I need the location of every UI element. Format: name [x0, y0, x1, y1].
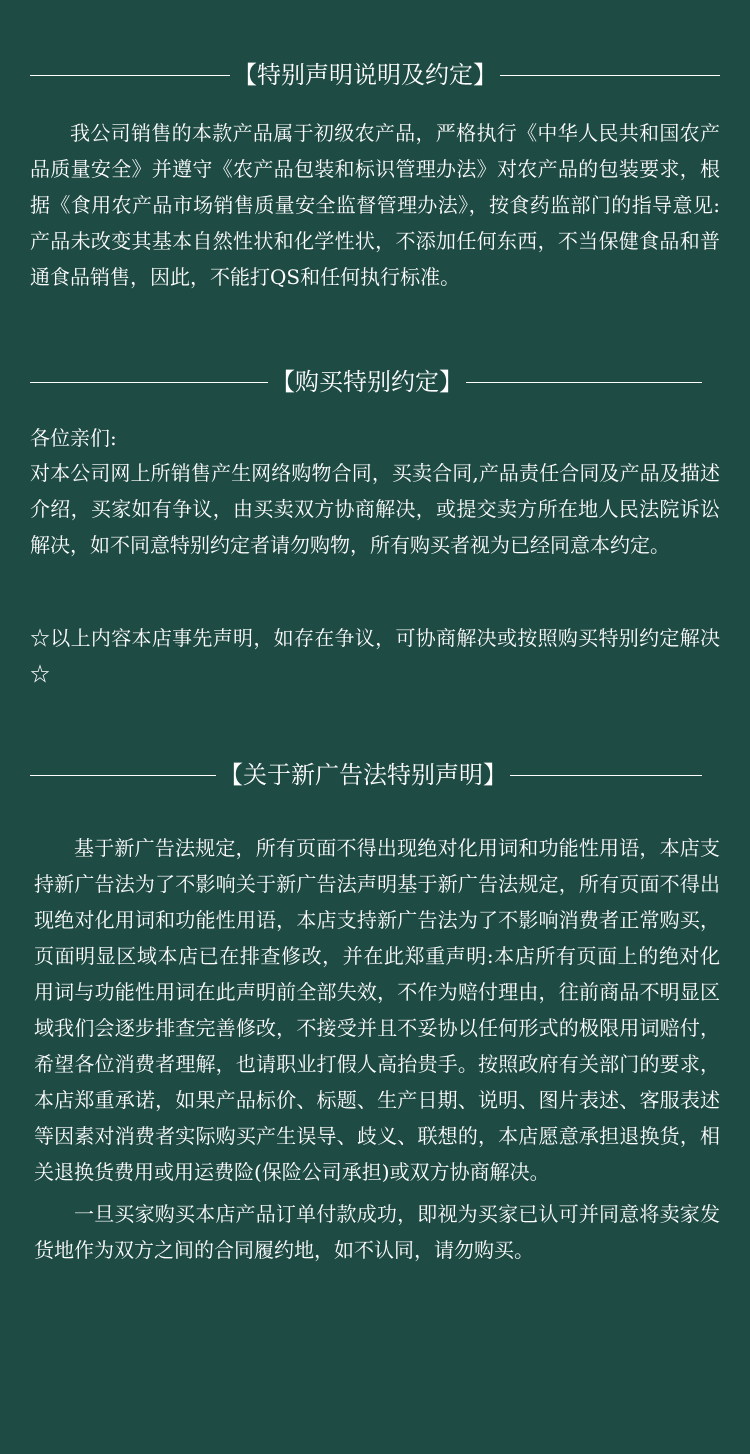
- section2-greeting: 各位亲们:: [30, 426, 117, 450]
- section2-paragraph: 对本公司网上所销售产生网络购物合同，买卖合同,产品责任合同及产品及描述介绍，买家如有争议，由买卖双方协商解决，或提交卖方所在地人民法院诉讼解决，如不同意特别约定者请勿购物，所有购买者视为已经同意本约定。: [30, 461, 720, 557]
- divider-line-right: [466, 382, 702, 383]
- divider-line-left: [30, 75, 230, 76]
- section1-paragraph: 我公司销售的本款产品属于初级农产品，严格执行《中华人民共和国农产品质量安全》并遵守《农产品包装和标识管理办法》对农产品的包装要求，根据《食用农产品市场销售质量安全监督管理办法》，按食药监部门的指导意见:产品未改变其基本自然性状和化学性状，不添加任何东西，不当保健食品和普通食品销售，因此，不能打QS和任何执行标准。: [30, 121, 720, 289]
- section1-title: 【特别声明说明及约定】: [233, 61, 497, 89]
- divider-line-right: [510, 775, 702, 776]
- section3-paragraph-2: 一旦买家购买本店产品订单付款成功，即视为买家已认可并同意将卖家发货地作为双方之间的合同履约地，如不认同，请勿购买。: [34, 1202, 720, 1262]
- divider-line-left: [30, 775, 216, 776]
- section3-paragraph-1: 基于新广告法规定，所有页面不得出现绝对化用词和功能性用语，本店支持新广告法为了不影响关于新广告法声明基于新广告法规定，所有页面不得出现绝对化用词和功能性用语，本店支持新广告法为了不影响消费者正常购买，页面明显区域本店已在排查修改，并在此郑重声明:本店所有页面上的绝对化用词与功能性用词在此声明前全部失效，不作为赔付理由，往前商品不明显区域我们会逐步排查完善修改，不接受并且不妥协以任何形式的极限用词赔付，希望各位消费者理解，也请职业打假人高抬贵手。按照政府有关部门的要求，本店郑重承诺，如果产品标价、标题、生产日期、说明、图片表述、客服表述等因素对消费者实际购买产生误导、歧义、联想的，本店愿意承担退换货，相关退换货费用或用运费险(保险公司承担)或双方协商解决。: [34, 836, 720, 1184]
- divider-line-left: [30, 382, 268, 383]
- section3-header: [30, 755, 702, 795]
- section1-header: [30, 55, 720, 95]
- section2-notice: ☆以上内容本店事先声明，如存在争议，可协商解决或按照购买特别约定解决☆: [30, 626, 720, 686]
- divider-line-right: [500, 75, 720, 76]
- section2-title: 【购买特别约定】: [271, 368, 463, 396]
- section2-header: [30, 362, 702, 402]
- section3-title: 【关于新广告法特别声明】: [219, 761, 507, 789]
